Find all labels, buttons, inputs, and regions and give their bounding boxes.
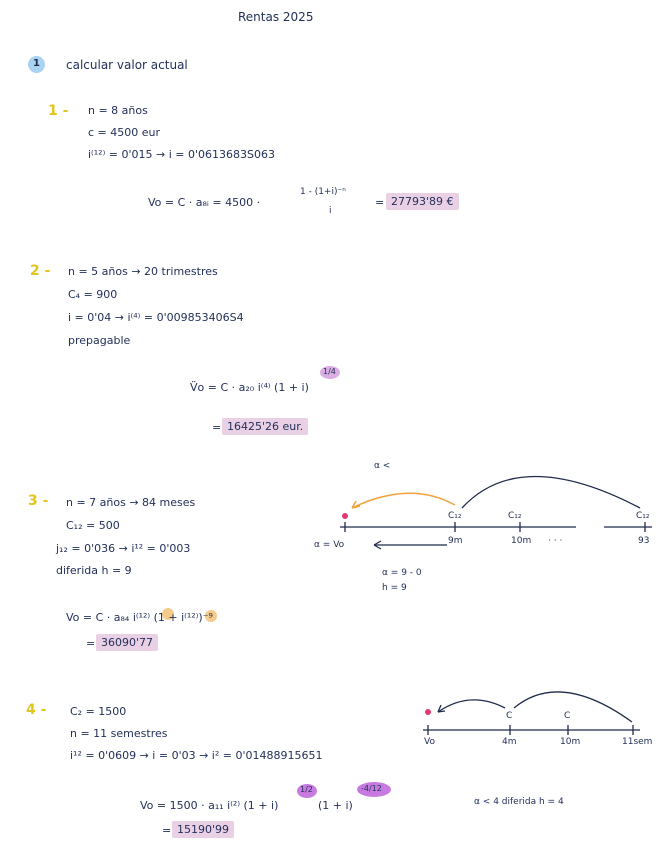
ex2-line4: prepagable bbox=[68, 334, 131, 347]
ex3-diag-c12-c: C₁₂ bbox=[636, 511, 650, 521]
ex1-line1: n = 8 años bbox=[88, 104, 148, 117]
section-heading: calcular valor actual bbox=[66, 58, 188, 72]
ex4-forward-arc bbox=[514, 692, 632, 722]
ex4-result: 15190'99 bbox=[172, 821, 234, 838]
ex4-result-equals: = bbox=[162, 824, 172, 837]
ex3-diag-c12-b: C₁₂ bbox=[508, 511, 522, 521]
ex4-diag-4m: 4m bbox=[502, 737, 517, 747]
ex4-exponent-a: 1/2 bbox=[300, 785, 313, 794]
ex4-line2: n = 11 semestres bbox=[70, 727, 168, 740]
ex1-line2: c = 4500 eur bbox=[88, 126, 161, 139]
ex4-number: 4 - bbox=[26, 702, 47, 718]
ex4-exponent-b: -4/12 bbox=[361, 784, 382, 793]
ex1-fraction-denominator: i bbox=[329, 206, 332, 216]
section-number: 1 bbox=[33, 58, 40, 69]
ex4-diag-vo: Vo bbox=[424, 737, 435, 747]
ex2-line2: C₄ = 900 bbox=[68, 288, 118, 301]
ex1-line3: i⁽¹²⁾ = 0'015 → i = 0'0613683S063 bbox=[88, 148, 275, 161]
ex3-diag-93: 93 bbox=[638, 536, 650, 546]
ex1-fraction-numerator: 1 - (1+i)⁻ⁿ bbox=[300, 187, 346, 197]
ex4-line1: C₂ = 1500 bbox=[70, 705, 127, 718]
ex3-diag-dots: · · · bbox=[548, 536, 563, 546]
ex3-line3: j₁₂ = 0'036 → i¹² = 0'003 bbox=[56, 542, 191, 555]
ex4-formula-a: Vo = 1500 · a₁₁ i⁽²⁾ (1 + i) bbox=[140, 799, 279, 812]
ex4-back-arc bbox=[438, 700, 505, 712]
ex4-origin-dot bbox=[425, 709, 431, 715]
ex2-result-equals: = bbox=[212, 421, 222, 434]
ex4-side-note: α < 4 diferida h = 4 bbox=[474, 797, 564, 807]
ex3-number: 3 - bbox=[28, 493, 49, 509]
ex2-formula: V̈o = C · a₂₀ i⁽⁴⁾ (1 + i) bbox=[190, 381, 309, 394]
ex3-line1: n = 7 años → 84 meses bbox=[66, 496, 196, 509]
ex4-formula-b: (1 + i) bbox=[318, 799, 353, 812]
ex2-line3: i = 0'04 → i⁽⁴⁾ = 0'009853406S4 bbox=[68, 311, 244, 324]
ex4-diag-c-b: C bbox=[564, 711, 571, 721]
ex3-formula: Vo = C · a₈₄ i⁽¹²⁾ (1 + i⁽¹²⁾)⁻⁹ bbox=[66, 611, 213, 624]
ex2-exponent: 1/4 bbox=[323, 367, 336, 376]
ex4-diag-10m: 10m bbox=[560, 737, 581, 747]
ex4-line3: i¹² = 0'0609 → i = 0'03 → i² = 0'01488915651 bbox=[70, 749, 323, 762]
ex2-result: 16425'26 eur. bbox=[222, 418, 308, 435]
ex3-line4: diferida h = 9 bbox=[56, 564, 132, 577]
ex3-diag-9m: 9m bbox=[448, 536, 463, 546]
ex1-result: 27793'89 € bbox=[386, 193, 459, 210]
ex3-line2: C₁₂ = 500 bbox=[66, 519, 120, 532]
ex1-equals: = bbox=[375, 196, 385, 209]
page-title: Rentas 2025 bbox=[238, 10, 314, 24]
ex3-result-equals: = bbox=[86, 637, 96, 650]
ex1-number: 1 - bbox=[48, 103, 69, 119]
ex3-diag-c12-a: C₁₂ bbox=[448, 511, 462, 521]
ex2-number: 2 - bbox=[30, 263, 51, 279]
ex2-line1: n = 5 años → 20 trimestres bbox=[68, 265, 218, 278]
ex3-diag-10m: 10m bbox=[511, 536, 532, 546]
ex4-diag-end: 11sem bbox=[622, 737, 653, 747]
ex3-diag-alpha-vo: α = Vo bbox=[314, 540, 345, 550]
ex3-diag-note1: α = 9 - 0 bbox=[382, 568, 422, 578]
ex3-diag-note2: h = 9 bbox=[382, 583, 407, 593]
ex1-formula: Vo = C · a₈ᵢ = 4500 · bbox=[148, 196, 261, 209]
ex4-diag-c-a: C bbox=[506, 711, 513, 721]
ex3-result: 36090'77 bbox=[96, 634, 158, 651]
ex3-diag-alpha: α < bbox=[374, 461, 391, 471]
